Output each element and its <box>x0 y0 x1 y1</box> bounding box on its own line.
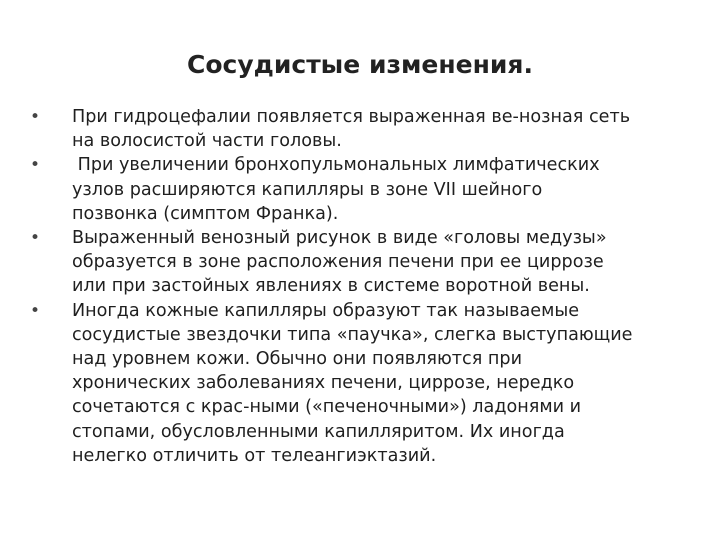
text-line: над уровнем кожи. Обычно они появляются при <box>72 349 523 370</box>
bullet-text <box>72 105 700 153</box>
bullet-marker: • <box>30 300 41 321</box>
bullet-item <box>30 299 700 468</box>
bullet-text <box>72 299 700 468</box>
text-line: или при застойных явлениях в системе воротной вены. <box>72 276 590 297</box>
text-line: стопами, обусловленными капилляритом. Их иногда <box>72 421 565 442</box>
bullet-item <box>30 153 700 226</box>
bullet-marker: • <box>30 155 41 176</box>
text-line: на волосистой части головы. <box>72 131 342 152</box>
text-line: Иногда кожные капилляры образуют так называемые <box>72 300 580 321</box>
text-line: При гидроцефалии появляется выраженная ве-нозная сеть <box>72 107 631 127</box>
text-line: нелегко отличить от телеангиэктазий. <box>72 445 437 466</box>
text-line: При увеличении бронхопульмональных лимфатических <box>72 155 600 176</box>
bullet-item <box>30 226 700 299</box>
bullet-item <box>30 105 700 153</box>
bullet-marker: • <box>30 228 41 249</box>
bullet-marker: • <box>30 107 41 127</box>
bullet-list <box>30 105 700 468</box>
bullet-text <box>72 226 700 299</box>
text-line: сочетаются с крас-ными («печеночными») ладонями и <box>72 397 582 418</box>
text-line: позвонка (симптом Франка). <box>72 203 339 224</box>
bullet-text <box>72 153 700 226</box>
text-line: узлов расширяются капилляры в зоне VII шейного <box>72 179 543 200</box>
text-line: хронических заболеваниях печени, циррозе, нередко <box>72 373 575 394</box>
slide-title: Сосудистые изменения. <box>187 50 533 79</box>
text-line: Выраженный венозный рисунок в виде «головы медузы» <box>72 228 607 249</box>
text-line: сосудистые звездочки типа «паучка», слегка выступающие <box>72 324 633 345</box>
text-line: образуется в зоне расположения печени при ее циррозе <box>72 252 604 273</box>
